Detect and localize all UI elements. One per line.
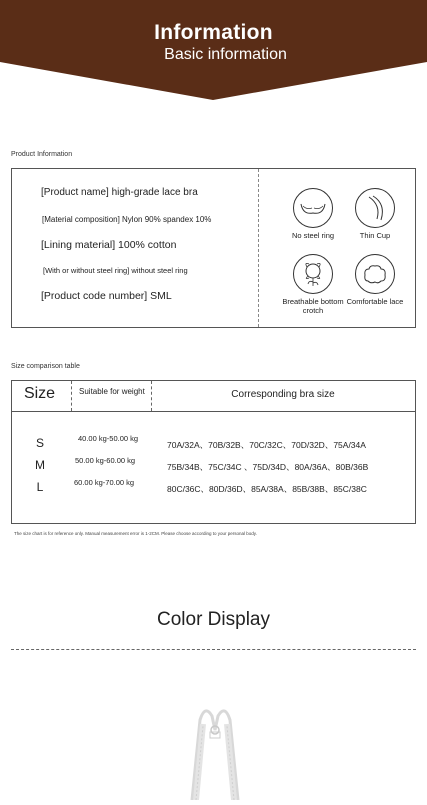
size-s: S [35, 436, 44, 450]
header-banner [0, 0, 427, 100]
product-info-label: Product Information [11, 151, 73, 158]
header-size: Size [23, 385, 56, 402]
size-l: L [36, 480, 44, 494]
feature-label: Breathable bottom crotch [282, 297, 344, 315]
weight-l: 60.00 kg-70.00 kg [74, 478, 135, 487]
size-m: M [35, 458, 45, 472]
comfortable-lace-icon [355, 254, 395, 294]
material-line: [Material composition] Nylon 90% spandex 10% [42, 215, 212, 224]
divider [11, 649, 416, 650]
size-footnote: The size chart is for reference only. Manual measurement error is 1-2CM. Please choose according to your personal body. [14, 531, 257, 536]
product-name-line: [Product name] high-grade lace bra [41, 187, 198, 198]
no-steel-ring-icon [293, 188, 333, 228]
product-image [150, 680, 280, 800]
product-info-details [12, 169, 259, 327]
weight-m: 50.00 kg-60.00 kg [75, 456, 136, 465]
feature-thin-cup [340, 188, 410, 240]
thin-cup-icon [355, 188, 395, 228]
header-title: Information [154, 21, 273, 44]
header-weight: Suitable for weight [79, 387, 145, 396]
bra-size-row-2: 75B/34B、75C/34C 、75D/34D、80A/36A、80B/36B [167, 462, 369, 472]
feature-label: Thin Cup [359, 231, 391, 240]
breathable-bottom-crotch-icon [293, 254, 333, 294]
product-code-line: [Product code number] SML [41, 290, 172, 302]
size-table-header [12, 381, 415, 412]
bra-size-row-3: 80C/36C、80D/36D、85A/38A、85B/38B、85C/38C [167, 484, 367, 494]
size-table [11, 380, 416, 524]
size-table-label: Size comparison table [11, 363, 80, 370]
feature-no-steel-ring [278, 188, 348, 240]
feature-comfortable-lace [340, 254, 410, 306]
product-info-box [11, 168, 416, 328]
bra-size-row-1: 70A/32A、70B/32B、70C/32C、70D/32D、75A/34A [167, 440, 366, 450]
steel-ring-line: [With or without steel ring] without steel ring [43, 266, 188, 275]
lining-line: [Lining material] 100% cotton [41, 239, 177, 251]
feature-label: No steel ring [291, 231, 335, 240]
weight-s: 40.00 kg-50.00 kg [78, 434, 139, 443]
color-display-title: Color Display [157, 609, 270, 630]
feature-breathable [278, 254, 348, 315]
divider [71, 381, 72, 411]
feature-label: Comfortable lace [346, 297, 404, 306]
header-bra-size: Corresponding bra size [231, 389, 335, 400]
header-subtitle: Basic information [164, 46, 287, 63]
